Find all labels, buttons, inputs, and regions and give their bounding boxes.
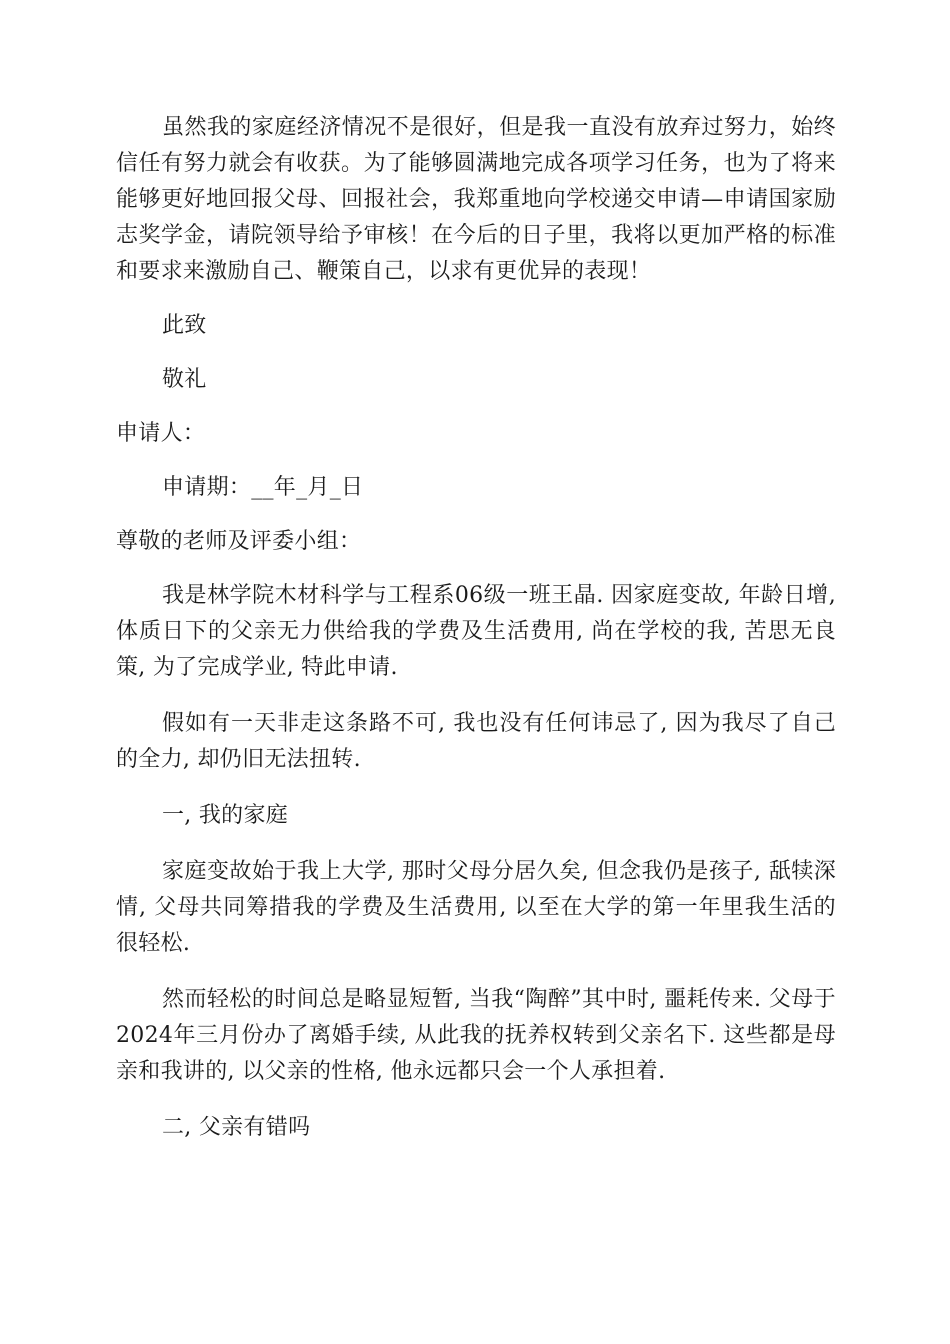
date-line: 申请期：__年_月_日 [162, 475, 364, 500]
salutation: 尊敬的老师及评委小组： [116, 529, 362, 554]
paragraph-family-change: 家庭变故始于我上大学, 那时父母分居久矣, 但念我仍是孩子, 舐犊深情, 父母共同筹措我的学费及生活费用, 以至在大学的第一年里我生活的很轻松. [116, 859, 836, 956]
paragraph-financial-situation: 虽然我的家庭经济情况不是很好，但是我一直没有放弃过努力，始终信任有努力就会有收获。为了能够圆满地完成各项学习任务，也为了将来能够更好地回报父母、回报社会，我郑重地向学校递交申请—申请国家励志奖学金，请院领导给予审核！在今后的日子里，我将以更加严格的标准和要求来激励自己、鞭策自己，以求有更优异的表现！ [116, 115, 836, 284]
section-heading-family: 一, 我的家庭 [162, 803, 289, 828]
paragraph-divorce-news: 然而轻松的时间总是略显短暂, 当我“陶醉”其中时, 噩耗传来. 父母于2024年三月份办了离婚手续, 从此我的抚养权转到父亲名下. 这些都是母亲和我讲的, 以父亲的性格, 他永远都只会一个人承担着. [116, 987, 836, 1084]
paragraph-introduction: 我是林学院木材科学与工程系06级一班王晶. 因家庭变故, 年龄日增, 体质日下的父亲无力供给我的学费及生活费用, 尚在学校的我, 苦思无良策, 为了完成学业, 特此申请. [116, 583, 844, 680]
document-body [116, 110, 844, 1146]
section-heading-father: 二, 父亲有错吗 [162, 1115, 311, 1140]
closing-cizhi: 此致 [162, 313, 207, 338]
applicant-label: 申请人： [116, 421, 206, 446]
paragraph-no-regret: 假如有一天非走这条路不可, 我也没有任何讳忌了, 因为我尽了自己的全力, 却仍旧无法扭转. [116, 711, 836, 772]
closing-jingli: 敬礼 [162, 367, 207, 392]
